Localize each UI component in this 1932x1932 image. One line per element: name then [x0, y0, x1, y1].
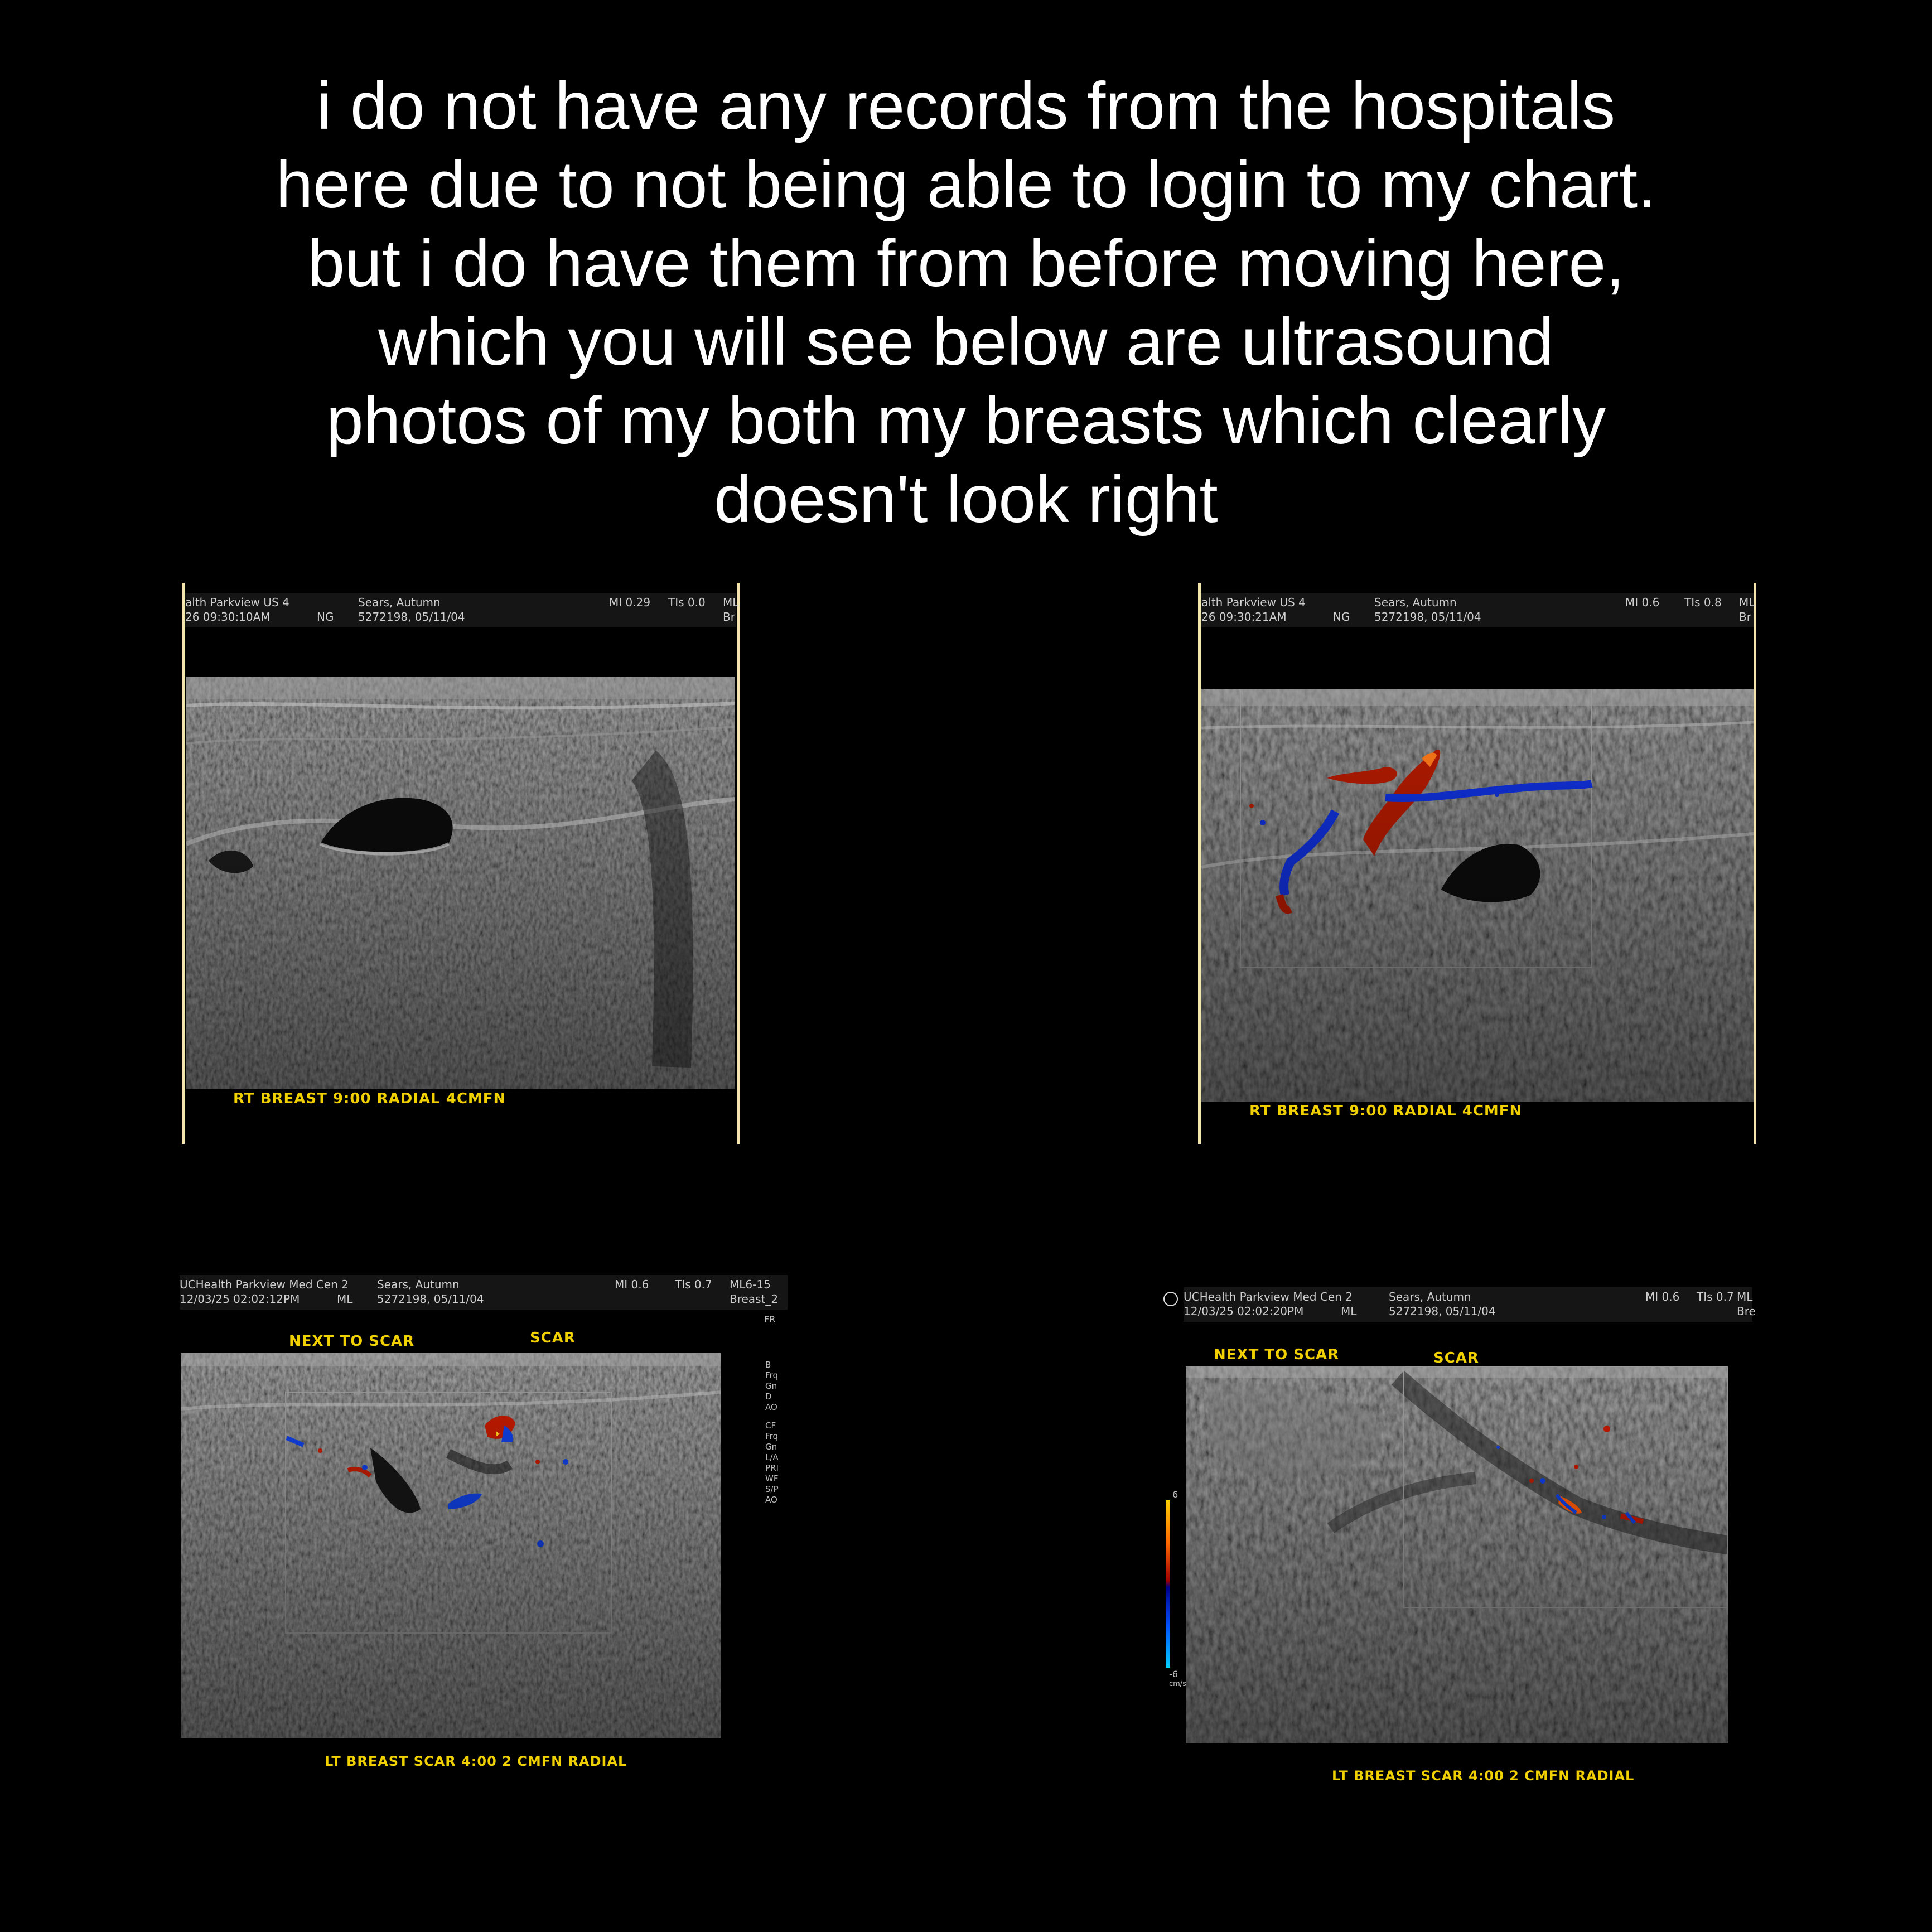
patient-name: Sears, Autumn [377, 1278, 460, 1291]
facility-name: UCHealth Parkview Med Cen 2 [1184, 1290, 1353, 1303]
post-caption [112, 67, 1820, 539]
setting-item: Gn [765, 1381, 777, 1391]
scan-label: LT BREAST SCAR 4:00 2 CMFN RADIAL [1332, 1768, 1635, 1784]
ultrasound-image [186, 677, 735, 1089]
scan-datetime: 12/03/25 02:02:12PM [180, 1292, 300, 1306]
scan-label: LT BREAST SCAR 4:00 2 CMFN RADIAL [325, 1754, 627, 1769]
setting-item: L/A [765, 1452, 779, 1462]
scan-header [185, 593, 739, 627]
panel-border-left [1198, 583, 1201, 1144]
preset-name: Br [723, 610, 735, 624]
scanner-settings-list [765, 1360, 779, 1505]
facility-name: alth Parkview US 4 [1201, 596, 1306, 609]
operator-code: ML [1341, 1305, 1357, 1318]
ultrasound-scan [186, 677, 735, 1089]
setting-item: S/P [765, 1484, 779, 1494]
velocity-scale-min: -6 [1169, 1669, 1178, 1679]
thermal-index: TIs 0.7 [1697, 1290, 1734, 1303]
caption-line: doesn't look right [714, 462, 1218, 537]
ultrasound-panel-lt-doppler-left [180, 1266, 793, 1818]
annotation-scar: SCAR [530, 1330, 576, 1346]
panel-border-left [182, 583, 185, 1144]
setting-item: D [765, 1392, 772, 1402]
ultrasound-scan [181, 1353, 721, 1738]
thermal-index: TIs 0.8 [1684, 596, 1722, 609]
header-extra [764, 1314, 775, 1325]
mechanical-index: MI 0.6 [1625, 596, 1660, 609]
setting-item: CF [765, 1421, 776, 1431]
velocity-scale-max: 6 [1172, 1489, 1178, 1500]
operator-code: ML [337, 1292, 353, 1306]
probe-name: ML [1739, 596, 1755, 609]
mechanical-index: MI 0.6 [615, 1278, 649, 1291]
setting-item: B [765, 1360, 771, 1370]
ultrasound-panel-rt-doppler [1198, 583, 1757, 1144]
ultrasound-scan [1201, 689, 1754, 1102]
caption-line: photos of my both my breasts which clearly [326, 383, 1606, 458]
patient-name: Sears, Autumn [1374, 596, 1457, 609]
scan-header [1184, 1287, 1756, 1322]
preset-name: Br [1739, 610, 1751, 624]
setting-item: Frq [765, 1370, 778, 1380]
velocity-scale-unit: cm/s [1169, 1680, 1186, 1688]
setting-item: Frq [765, 1431, 778, 1441]
ultrasound-image [181, 1353, 721, 1738]
operator-code: NG [317, 610, 334, 624]
velocity-color-scale [1163, 1500, 1180, 1679]
panel-border-right [737, 583, 740, 1144]
scan-datetime: 26 09:30:10AM [185, 610, 271, 624]
setting-item: AO [765, 1495, 777, 1505]
scan-label: RT BREAST 9:00 RADIAL 4CMFN [233, 1090, 506, 1107]
patient-name: Sears, Autumn [358, 596, 441, 609]
annotation-scar: SCAR [1433, 1350, 1479, 1366]
caption-line: here due to not being able to login to my chart. [276, 147, 1656, 222]
mechanical-index: MI 0.29 [609, 596, 651, 609]
patient-id: 5272198, 05/11/04 [377, 1292, 484, 1306]
operator-code: NG [1333, 610, 1350, 624]
preset-name: Breast_2 [730, 1292, 779, 1306]
ultrasound-panel-rt-grayscale [182, 583, 740, 1144]
setting-item: WF [765, 1474, 779, 1484]
scan-header [180, 1275, 788, 1310]
patient-id: 5272198, 05/11/04 [358, 610, 465, 624]
probe-name: ML6-15 [730, 1278, 771, 1291]
scan-datetime: 26 09:30:21AM [1201, 610, 1287, 624]
scanner-logo [1163, 1292, 1178, 1306]
thermal-index: TIs 0.0 [668, 596, 706, 609]
caption-line: but i do have them from before moving here, [307, 226, 1625, 301]
ultrasound-scan [1186, 1366, 1728, 1743]
patient-id: 5272198, 05/11/04 [1389, 1305, 1496, 1318]
preset-name: Bre [1737, 1305, 1756, 1318]
frame-rate-label: FR [764, 1314, 776, 1325]
panel-border-right [1754, 583, 1756, 1144]
probe-name: ML [1737, 1290, 1753, 1303]
caption-line: which you will see below are ultrasound [378, 305, 1554, 379]
scan-datetime: 12/03/25 02:02:20PM [1184, 1305, 1304, 1318]
ultrasound-panel-lt-doppler-right [1161, 1266, 1758, 1818]
ultrasound-image [1186, 1366, 1728, 1743]
ultrasound-image [1201, 689, 1754, 1102]
thermal-index: TIs 0.7 [675, 1278, 712, 1291]
caption-line: i do not have any records from the hospitals [317, 69, 1615, 143]
patient-name: Sears, Autumn [1389, 1290, 1471, 1303]
setting-item: PRI [765, 1463, 779, 1473]
setting-item: AO [765, 1402, 777, 1412]
mechanical-index: MI 0.6 [1645, 1290, 1680, 1303]
annotation-next-to-scar: NEXT TO SCAR [1214, 1346, 1340, 1363]
probe-name: ML [723, 596, 739, 609]
facility-name: alth Parkview US 4 [185, 596, 289, 609]
setting-item: Gn [765, 1442, 777, 1452]
scan-label: RT BREAST 9:00 RADIAL 4CMFN [1249, 1103, 1523, 1119]
facility-name: UCHealth Parkview Med Cen 2 [180, 1278, 349, 1291]
patient-id: 5272198, 05/11/04 [1374, 610, 1481, 624]
annotation-next-to-scar: NEXT TO SCAR [289, 1333, 415, 1350]
scan-header [1201, 593, 1754, 627]
